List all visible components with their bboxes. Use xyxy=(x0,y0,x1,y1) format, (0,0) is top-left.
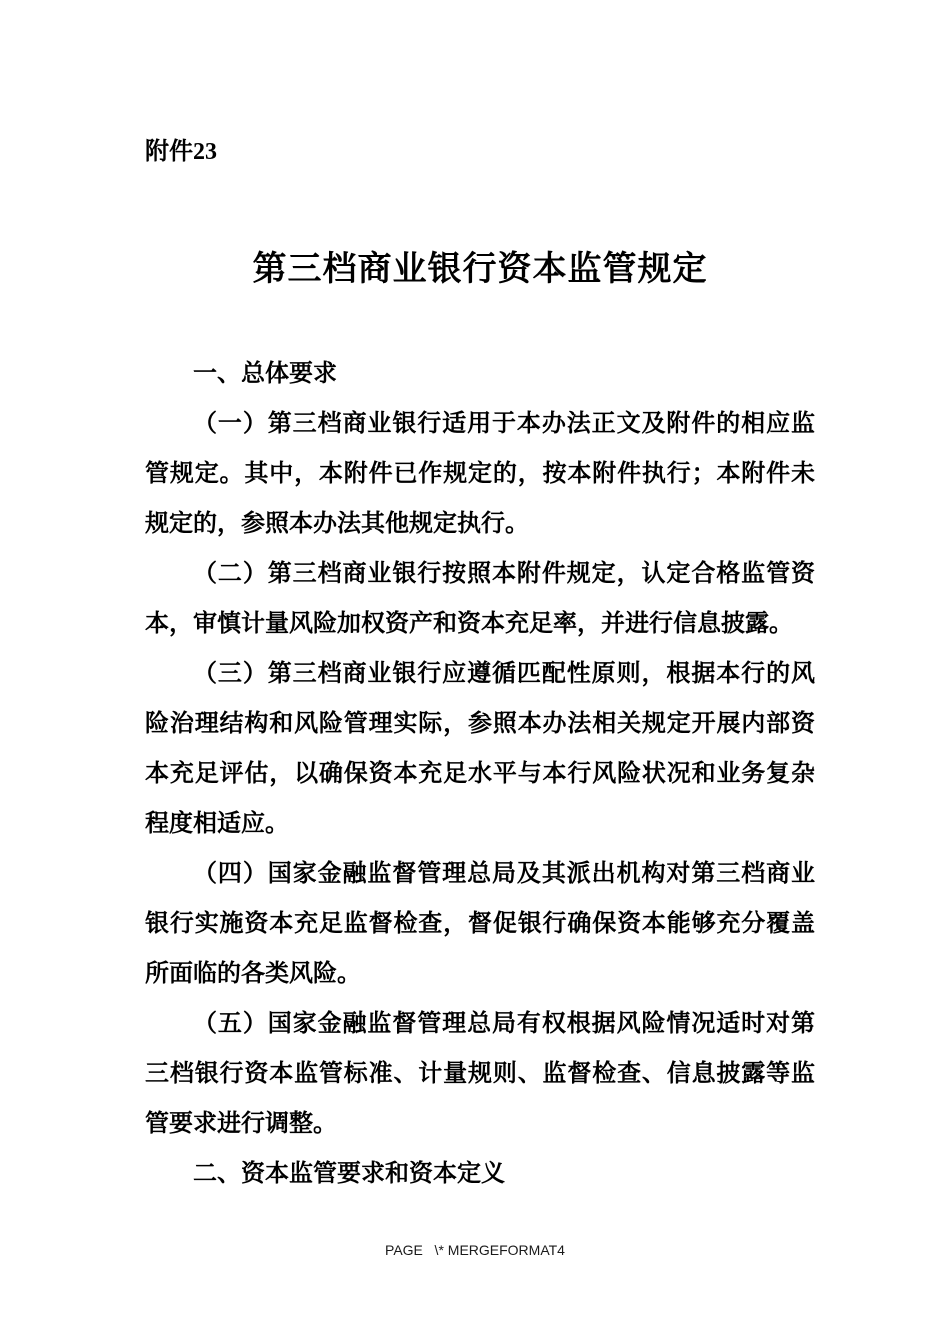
attachment-label: 附件23 xyxy=(145,139,217,165)
body-paragraph-3: （三）第三档商业银行应遵循匹配性原则，根据本行的风险治理结构和风险管理实际，参照本办法相关规定开展内部资本充足评估，以确保资本充足水平与本行风险状况和业务复杂程度相适应。 xyxy=(145,660,815,837)
body-paragraph-4: （四）国家金融监督管理总局及其派出机构对第三档商业银行实施资本充足监督检查，督促银行确保资本能够充分覆盖所面临的各类风险。 xyxy=(145,860,815,987)
body-paragraph-2: （二）第三档商业银行按照本附件规定，认定合格监管资本，审慎计量风险加权资产和资本充足率，并进行信息披露。 xyxy=(145,560,815,637)
body-paragraph-5: （五）国家金融监督管理总局有权根据风险情况适时对第三档银行资本监管标准、计量规则、监督检查、信息披露等监管要求进行调整。 xyxy=(145,1010,815,1137)
body-paragraph-1: （一）第三档商业银行适用于本办法正文及附件的相应监管规定。其中，本附件已作规定的，按本附件执行；本附件未规定的，参照本办法其他规定执行。 xyxy=(145,410,815,537)
document-body xyxy=(145,349,815,1199)
document-title: 第三档商业银行资本监管规定 xyxy=(252,251,708,288)
section-heading-2: 二、资本监管要求和资本定义 xyxy=(193,1160,505,1187)
page-number-field: PAGE \* MERGEFORMAT4 xyxy=(385,1242,565,1258)
section-heading-1: 一、总体要求 xyxy=(193,360,337,387)
